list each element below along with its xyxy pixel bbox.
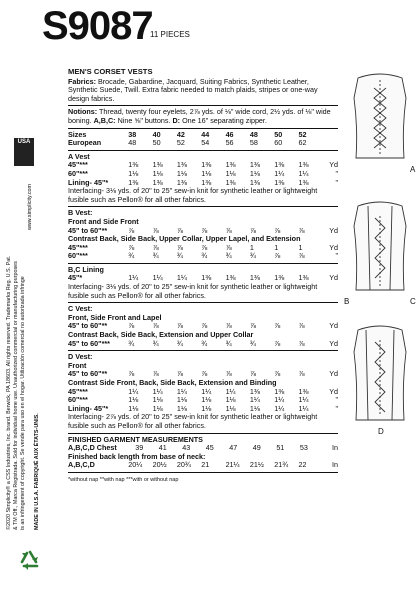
fabrics-block: Fabrics: Brocade, Gabardine, Jacquard, Suiting Fabrics, Synthetic Leather, Synthetic Suede, Twill. Extra fabric needed to match plaids, stripes or one-way design fabrics. bbox=[68, 76, 318, 103]
legal-line: MADE IN U.S.A. FABRIQUÉ AUX ÉTATS-UNIS. bbox=[34, 413, 40, 530]
sizes-row: Sizes 38 40 42 44 46 48 50 52 bbox=[68, 129, 307, 139]
yardage-rows bbox=[68, 340, 338, 349]
subsection-title: Contrast Back, Side Back, Extension and Upper Collar bbox=[68, 330, 254, 340]
legal-line: ©2020 Simplicity® a CSS Industries, Inc. brand. Berwick, PA 18603. All rights reserved. Trademarks Reg. U.S. Pat. bbox=[6, 255, 12, 530]
recycle-icon bbox=[16, 548, 44, 576]
illustration-label: C bbox=[410, 297, 416, 306]
subsection-title: Contrast Back, Side Back, Upper Collar, Upper Lapel, and Extension bbox=[68, 234, 301, 244]
legal-line: & TM Off., Marca Registrada. Sold for individual home use. Unauthorized commercial or manufacturing purposes bbox=[13, 261, 19, 530]
yardage-row: 45"*** ⅞ ⅞ ⅞ ⅞ ⅞ 1 1 1 Yd bbox=[68, 242, 338, 252]
back-length-title: Finished back length from base of neck: bbox=[68, 451, 206, 461]
illustration-label: B bbox=[344, 297, 350, 306]
subsection-title: Contrast Side Front, Back, Side Back, Extension and Binding bbox=[68, 378, 277, 387]
pattern-number: S9087 bbox=[42, 4, 153, 48]
yardage-row: 45"* 1¼ 1¼ 1¼ 1⅜ 1⅜ 1⅜ 1⅜ 1⅜ Yd bbox=[68, 273, 338, 283]
vest-d-illustration bbox=[354, 326, 406, 420]
yardage-row: Lining- 45"* 1⅛ 1⅛ 1⅛ 1⅛ 1⅛ 1⅛ 1¼ 1¼ " bbox=[68, 403, 338, 413]
vest-bc-illustration bbox=[354, 202, 406, 290]
usa-logo: USA bbox=[14, 138, 34, 166]
finished-title: FINISHED GARMENT MEASUREMENTS bbox=[68, 434, 203, 444]
legal-sidebar bbox=[4, 80, 46, 530]
yardage-row: 60"*** ¾ ¾ ¾ ¾ ¾ ¾ ⅞ ⅞ " bbox=[68, 251, 338, 261]
section-title: B Vest: bbox=[68, 208, 93, 218]
section-title: A Vest bbox=[68, 151, 90, 161]
yardage-rows bbox=[68, 388, 338, 414]
yardage-row: 45" to 60"** ⅞ ⅞ ⅞ ⅞ ⅞ ⅞ ⅞ ⅞ Yd bbox=[68, 321, 338, 331]
legal-line: is an infringement of copyright. Se vende para uso en el hogar. Utilización comercial no autorizada infringe bbox=[20, 276, 26, 530]
chest-row: A,B,C,D Chest 39 41 43 45 47 49 51 53 In bbox=[68, 443, 338, 453]
subsection-title: Front and Side Front bbox=[68, 216, 139, 226]
section-title: C Vest: bbox=[68, 304, 93, 314]
pieces-count: 11 PIECES bbox=[150, 30, 190, 39]
yardage-chart bbox=[68, 68, 338, 485]
sizes-table bbox=[68, 131, 338, 148]
yardage-row: 45" to 60"*** ¾ ¾ ¾ ¾ ¾ ¾ ⅞ ⅞ Yd bbox=[68, 338, 338, 348]
vest-back-illustrations bbox=[340, 68, 420, 468]
yardage-row: 45" to 60"** ⅞ ⅞ ⅞ ⅞ ⅞ ⅞ ⅞ ⅞ Yd bbox=[68, 369, 338, 379]
european-sizes-row: European 48 50 52 54 56 58 60 62 bbox=[68, 138, 307, 148]
yardage-row: 45"*** 1⅜ 1⅜ 1⅜ 1⅜ 1⅜ 1⅜ 1⅜ 1⅜ Yd bbox=[68, 160, 338, 170]
yardage-row: 60"*** 1⅛ 1⅛ 1⅛ 1⅛ 1⅛ 1⅛ 1¼ 1¼ " bbox=[68, 168, 338, 178]
back-length-table bbox=[68, 461, 338, 470]
yardage-row: 60"*** 1⅛ 1⅛ 1⅛ 1⅛ 1⅛ 1¼ 1¼ 1¼ " bbox=[68, 395, 338, 405]
vest-a-illustration bbox=[354, 74, 406, 158]
yardage-row: Lining- 45"* 1⅜ 1⅜ 1⅜ 1⅜ 1⅜ 1⅜ 1⅜ 1⅜ " bbox=[68, 177, 338, 187]
legal-text-vertical bbox=[4, 80, 46, 530]
interfacing-note: Interfacing- 3⅛ yds. of 20" to 25" sew-in knit for synthetic leather or lightweight fusible such as Pellon® for all other fabrics. bbox=[68, 186, 318, 204]
subsection-title: Front, Side Front and Lapel bbox=[68, 312, 162, 322]
legal-line: www.simplicity.com bbox=[27, 183, 33, 230]
subsection-title: Front bbox=[68, 360, 87, 370]
yardage-rows bbox=[68, 161, 338, 187]
illustration-label: A bbox=[410, 165, 416, 174]
notions-block: Notions: Thread, twenty four eyelets, 2⅞ yds. of ⅛" wide cord, 2½ yds. of ⅛" wide boning. A,B,C: Nine ⅝" buttons. D: One 16" separating zipper. bbox=[68, 107, 331, 125]
section-title: B,C Lining bbox=[68, 264, 104, 274]
interfacing-note: Interfacing- 2⅞ yds. of 20" to 25" sew-in knit for synthetic leather or lightweight fusible such as Pellon® for all other fabrics. bbox=[68, 412, 318, 430]
yardage-row: 45"*** 1¼ 1¼ 1¼ 1¼ 1¼ 1⅜ 1⅜ 1⅜ Yd bbox=[68, 386, 338, 396]
interfacing-note: Interfacing- 3⅛ yds. of 20" to 25" sew-in knit for synthetic leather or lightweight fusible such as Pellon® for all other fabrics. bbox=[68, 282, 318, 300]
yardage-rows bbox=[68, 244, 338, 261]
yardage-sections bbox=[68, 153, 338, 431]
section-title: D Vest: bbox=[68, 352, 93, 362]
illustration-label: D bbox=[378, 427, 384, 436]
yardage-row: 45" to 60"** ⅞ ⅞ ⅞ ⅞ ⅞ ⅞ ⅞ ⅞ Yd bbox=[68, 225, 338, 235]
back-length-row: A,B,C,D 20¼ 20½ 20¾ 21 21¼ 21½ 21¾ 22 In bbox=[68, 460, 338, 470]
footnote: *without nap **with nap ***with or without nap bbox=[68, 476, 179, 483]
garment-title: MEN'S CORSET VESTS bbox=[68, 67, 153, 76]
